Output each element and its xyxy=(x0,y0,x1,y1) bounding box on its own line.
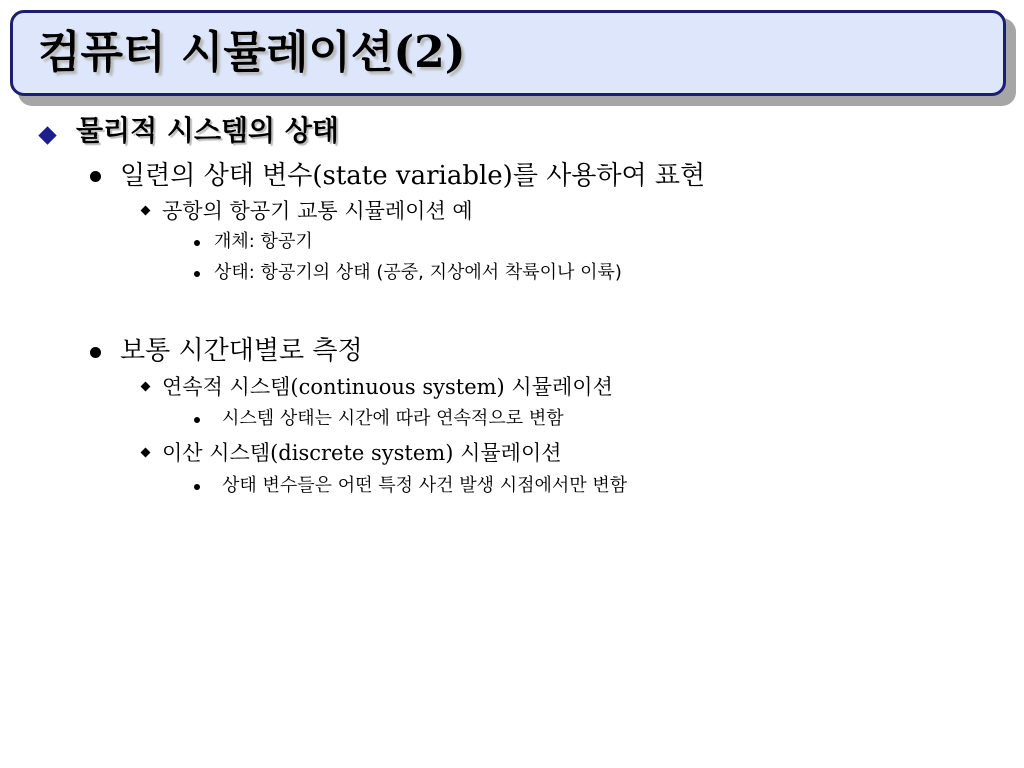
bullet-text-english: (state variable) xyxy=(312,161,513,191)
diamond-bullet-icon xyxy=(38,126,56,144)
slide-title-number: (2) xyxy=(393,27,466,78)
bullet-text: 를 사용하여 표현 xyxy=(512,161,706,191)
bullet-text: 시뮬레이션 xyxy=(453,441,562,465)
bullet-level1-physical-system-state: 물리적 시스템의 상태 xyxy=(76,114,339,147)
bullet-level4-continuous-change: 시스템 상태는 시간에 따라 연속적으로 변함 xyxy=(222,408,564,429)
bullet-level3-continuous-system xyxy=(162,374,613,400)
slide-title xyxy=(38,28,466,78)
bullet-text: 이산 시스템 xyxy=(162,441,271,465)
slide-title-korean: 컴퓨터 시뮬레이션 xyxy=(38,27,394,78)
bullet-level4-entity: 개체: 항공기 xyxy=(214,231,313,252)
small-dot-bullet-icon xyxy=(194,484,200,490)
bullet-text: 시뮬레이션 xyxy=(504,375,613,399)
small-dot-bullet-icon xyxy=(194,240,200,246)
small-diamond-bullet-icon xyxy=(141,382,151,392)
round-bullet-icon xyxy=(90,347,101,358)
small-dot-bullet-icon xyxy=(194,417,200,423)
small-dot-bullet-icon xyxy=(194,271,200,277)
bullet-level3-discrete-system xyxy=(162,440,562,466)
bullet-text: 일련의 상태 변수 xyxy=(120,161,313,191)
bullet-level2-measured-by-time: 보통 시간대별로 측정 xyxy=(120,336,363,366)
bullet-text: 연속적 시스템 xyxy=(162,375,291,399)
round-bullet-icon xyxy=(90,171,101,182)
bullet-level3-airport-example: 공항의 항공기 교통 시뮬레이션 예 xyxy=(162,199,473,223)
small-diamond-bullet-icon xyxy=(141,206,151,216)
bullet-level4-state: 상태: 항공기의 상태 (공중, 지상에서 착륙이나 이륙) xyxy=(214,262,622,283)
bullet-level4-discrete-change: 상태 변수들은 어떤 특정 사건 발생 시점에서만 변함 xyxy=(222,475,628,496)
small-diamond-bullet-icon xyxy=(141,448,151,458)
bullet-level2-state-variables xyxy=(120,160,705,192)
bullet-text-english: (continuous system) xyxy=(290,375,505,399)
bullet-text-english: (discrete system) xyxy=(270,441,454,465)
